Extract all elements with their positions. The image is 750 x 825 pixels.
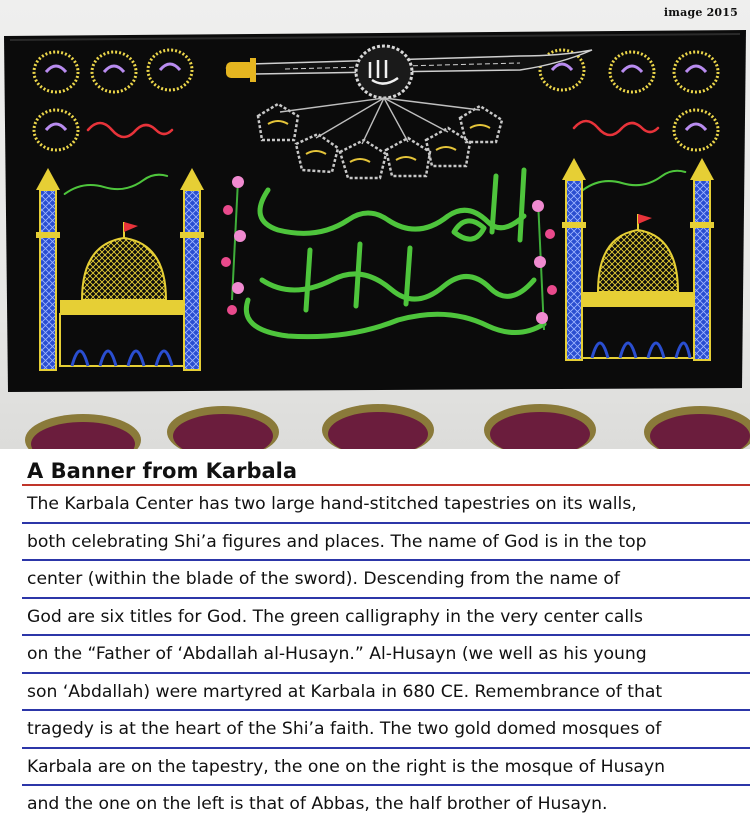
body-line: God are six titles for God. The green calligraphy in the very center calls <box>0 599 750 637</box>
body-line: son ‘Abdallah) were martyred at Karbala in 680 CE. Remembrance of that <box>0 674 750 712</box>
name-of-god-medallion <box>356 46 412 98</box>
article-title: A Banner from Karbala <box>27 459 298 483</box>
body-line: and the one on the left is that of Abbas, the half brother of Husayn. <box>27 794 608 814</box>
body-line: both celebrating Shi’a figures and places. The name of God is in the top <box>0 524 750 562</box>
image-credit: image 2015 <box>663 6 738 19</box>
body-line: The Karbala Center has two large hand-stitched tapestries on its walls, <box>0 486 750 524</box>
body-line: center (within the blade of the sword). Descending from the name of <box>0 561 750 599</box>
body-line: on the “Father of ‘Abdallah al-Husayn.” Al-Husayn (we well as his young <box>0 636 750 674</box>
chairs <box>25 404 750 449</box>
body-line: tragedy is at the heart of the Shi’a faith. The two gold domed mosques of <box>0 711 750 749</box>
body-line: Karbala are on the tapestry, the one on the right is the mosque of Husayn <box>0 749 750 787</box>
article-body <box>0 486 750 824</box>
